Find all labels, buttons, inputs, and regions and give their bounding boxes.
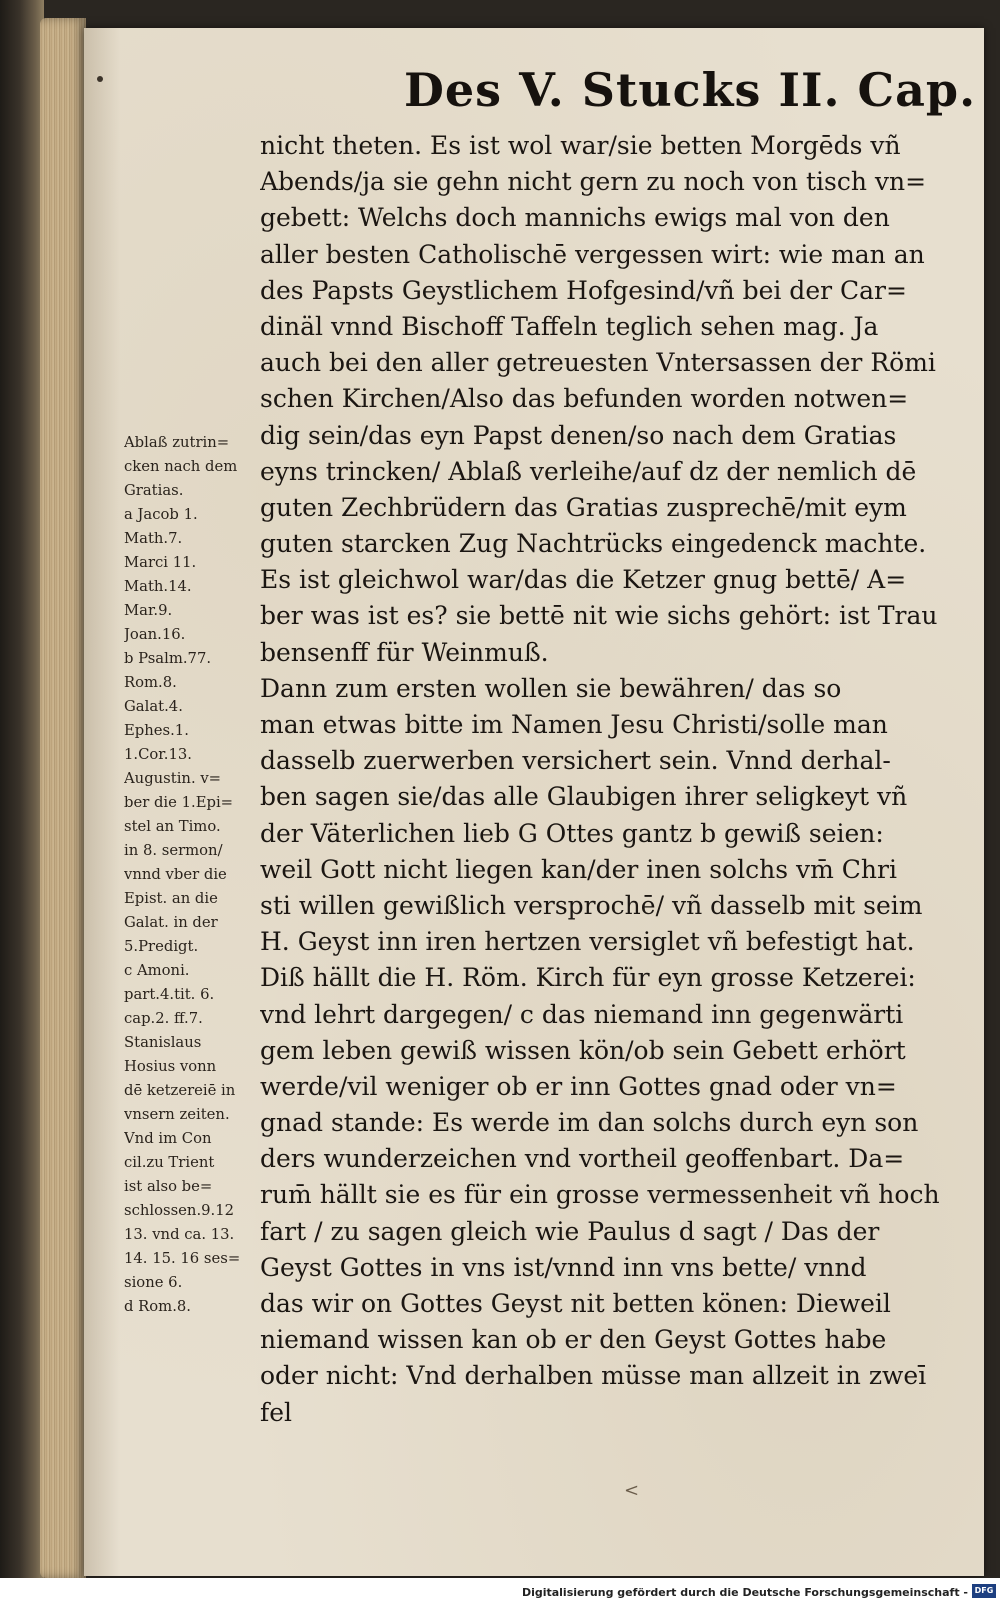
text-line: ders wunderzeichen vnd vortheil geoffenbart. Da= bbox=[260, 1144, 905, 1174]
text-line: man etwas bitte im Namen Jesu Christi/solle man bbox=[260, 710, 888, 739]
text-line: fel bbox=[260, 1397, 293, 1427]
margin-note-line: Math.7. bbox=[124, 529, 183, 547]
margin-note-line: dē ketzereiē in bbox=[124, 1081, 236, 1099]
text-line: der Väterlichen lieb G Ottes gantz b gewiß seien: bbox=[260, 818, 884, 848]
margin-note-line: Galat. in der bbox=[124, 913, 218, 931]
text-line: dig sein/das eyn Papst denen/so nach dem Gratias bbox=[260, 420, 897, 450]
text-line: ben sagen sie/das alle Glaubigen ihrer seligkeyt vñ bbox=[260, 782, 908, 812]
text-line: dinäl vnnd Bischoff Taffeln teglich sehen mag. Ja bbox=[260, 311, 879, 341]
text-line: bensenff für Weinmuß. bbox=[260, 637, 549, 667]
margin-note-line: part.4.tit. 6. bbox=[124, 985, 215, 1003]
text-line: fart / zu sagen gleich wie Paulus d sagt / Das der bbox=[260, 1216, 880, 1246]
text-line: rum̄ hällt sie es für ein grosse vermessenheit vñ hoch bbox=[260, 1180, 940, 1210]
margin-note-line: Galat.4. bbox=[124, 697, 183, 715]
text-line: gebett: Welchs doch mannichs ewigs mal von den bbox=[260, 203, 890, 233]
margin-note-line: c Amoni. bbox=[124, 961, 190, 979]
margin-note-line: Gratias. bbox=[124, 481, 184, 499]
text-line: oder nicht: Vnd derhalben müsse man allzeit in zweī bbox=[260, 1361, 927, 1391]
text-line: guten Zechbrüdern das Gratias zusprechē/mit eym bbox=[260, 492, 907, 522]
margin-note-line: Stanislaus bbox=[124, 1033, 202, 1051]
margin-note-line: ber die 1.Epi= bbox=[124, 793, 234, 811]
margin-note-line: cap.2. ff.7. bbox=[124, 1009, 203, 1027]
margin-note-line: stel an Timo. bbox=[124, 817, 221, 835]
ink-spot bbox=[97, 76, 103, 82]
dfg-logo: DFG bbox=[972, 1584, 996, 1598]
margin-note-line: d Rom.8. bbox=[124, 1297, 191, 1315]
text-line: Abends/ja sie gehn nicht gern zu noch von tisch vn= bbox=[260, 167, 927, 197]
scan-background-left bbox=[0, 0, 44, 1603]
margin-note-line: ist also be= bbox=[124, 1177, 213, 1195]
margin-note-line: Epist. an die bbox=[124, 889, 218, 907]
funding-credit: Digitalisierung gefördert durch die Deutsche Forschungsgemeinschaft - bbox=[521, 1586, 968, 1599]
marginal-notes bbox=[124, 430, 260, 1318]
main-text-block bbox=[260, 128, 960, 1431]
text-line: nicht theten. Es ist wol war/sie betten Morgēds vñ bbox=[260, 131, 901, 160]
text-line: Geyst Gottes in vns ist/vnnd inn vns bette/ vnnd bbox=[260, 1252, 867, 1282]
margin-note-line: Ablaß zutrin= bbox=[124, 433, 230, 451]
margin-note-line: Vnd im Con bbox=[124, 1129, 212, 1147]
text-line: des Papsts Geystlichem Hofgesind/vñ bei der Car= bbox=[260, 275, 907, 305]
margin-note-line: a Jacob 1. bbox=[124, 505, 198, 523]
margin-note-line: 14. 15. 16 ses= bbox=[124, 1249, 241, 1267]
running-header: Des V. Stucks II. Cap. bbox=[404, 63, 977, 117]
text-line: werde/vil weniger ob er inn Gottes gnad oder vn= bbox=[260, 1071, 897, 1101]
text-line: dasselb zuerwerben versichert sein. Vnnd derhal- bbox=[260, 746, 891, 776]
margin-note-line: schlossen.9.12 bbox=[124, 1201, 235, 1219]
margin-note-line: Marci 11. bbox=[124, 553, 197, 571]
book-page bbox=[84, 28, 984, 1576]
scan-mark: < bbox=[624, 1480, 640, 1501]
text-line: das wir on Gottes Geyst nit betten könen: Dieweil bbox=[260, 1289, 891, 1318]
margin-note-line: 1.Cor.13. bbox=[124, 745, 192, 763]
margin-note-line: 5.Predigt. bbox=[124, 937, 199, 955]
text-line: schen Kirchen/Also das befunden worden notwen= bbox=[260, 384, 909, 414]
text-line: Dann zum ersten wollen sie bewähren/ das so bbox=[260, 673, 842, 703]
text-line: H. Geyst inn iren hertzen versiglet vñ befestigt hat. bbox=[260, 927, 915, 957]
text-line: eyns trincken/ Ablaß verleihe/auf dz der nemlich dē bbox=[260, 456, 917, 486]
margin-note-line: Joan.16. bbox=[124, 625, 186, 643]
margin-note-line: vnsern zeiten. bbox=[124, 1105, 230, 1123]
margin-note-line: cken nach dem bbox=[124, 457, 238, 475]
text-line: vnd lehrt dargegen/ c das niemand inn gegenwärti bbox=[260, 999, 904, 1029]
text-line: weil Gott nicht liegen kan/der inen solchs vm̄ Chri bbox=[260, 854, 897, 884]
margin-note-line: b Psalm.77. bbox=[124, 649, 212, 667]
margin-note-line: Math.14. bbox=[124, 577, 192, 595]
margin-note-line: Rom.8. bbox=[124, 673, 177, 691]
margin-note-line: Ephes.1. bbox=[124, 721, 189, 739]
text-line: auch bei den aller getreuesten Vntersassen der Römi bbox=[260, 348, 936, 378]
margin-note-line: Hosius vonn bbox=[124, 1057, 217, 1075]
text-line: Diß hällt die H. Röm. Kirch für eyn grosse Ketzerei: bbox=[260, 963, 916, 993]
text-line: gem leben gewiß wissen kön/ob sein Gebett erhört bbox=[260, 1035, 906, 1065]
text-line: niemand wissen kan ob er den Geyst Gottes habe bbox=[260, 1325, 887, 1355]
margin-note-line: in 8. sermon/ bbox=[124, 841, 223, 859]
margin-note-line: Mar.9. bbox=[124, 601, 173, 619]
text-line: ber was ist es? sie bettē nit wie sichs gehört: ist Trau bbox=[260, 601, 938, 631]
margin-note-line: sione 6. bbox=[124, 1273, 183, 1291]
text-line: gnad stande: Es werde im dan solchs durch eyn son bbox=[260, 1108, 919, 1138]
margin-note-line: 13. vnd ca. 13. bbox=[124, 1225, 235, 1243]
text-line: aller besten Catholischē vergessen wirt: wie man an bbox=[260, 239, 925, 269]
page-edge-stack bbox=[40, 18, 86, 1578]
margin-note-line: Augustin. v= bbox=[124, 769, 222, 787]
text-line: guten starcken Zug Nachtrücks eingedenck machte. bbox=[260, 529, 927, 559]
text-line: Es ist gleichwol war/das die Ketzer gnug bettē/ A= bbox=[260, 565, 907, 595]
text-line: sti willen gewißlich versprochē/ vñ dasselb mit seim bbox=[260, 890, 923, 920]
margin-note-line: vnnd vber die bbox=[124, 865, 227, 883]
margin-note-line: cil.zu Trient bbox=[124, 1153, 215, 1171]
